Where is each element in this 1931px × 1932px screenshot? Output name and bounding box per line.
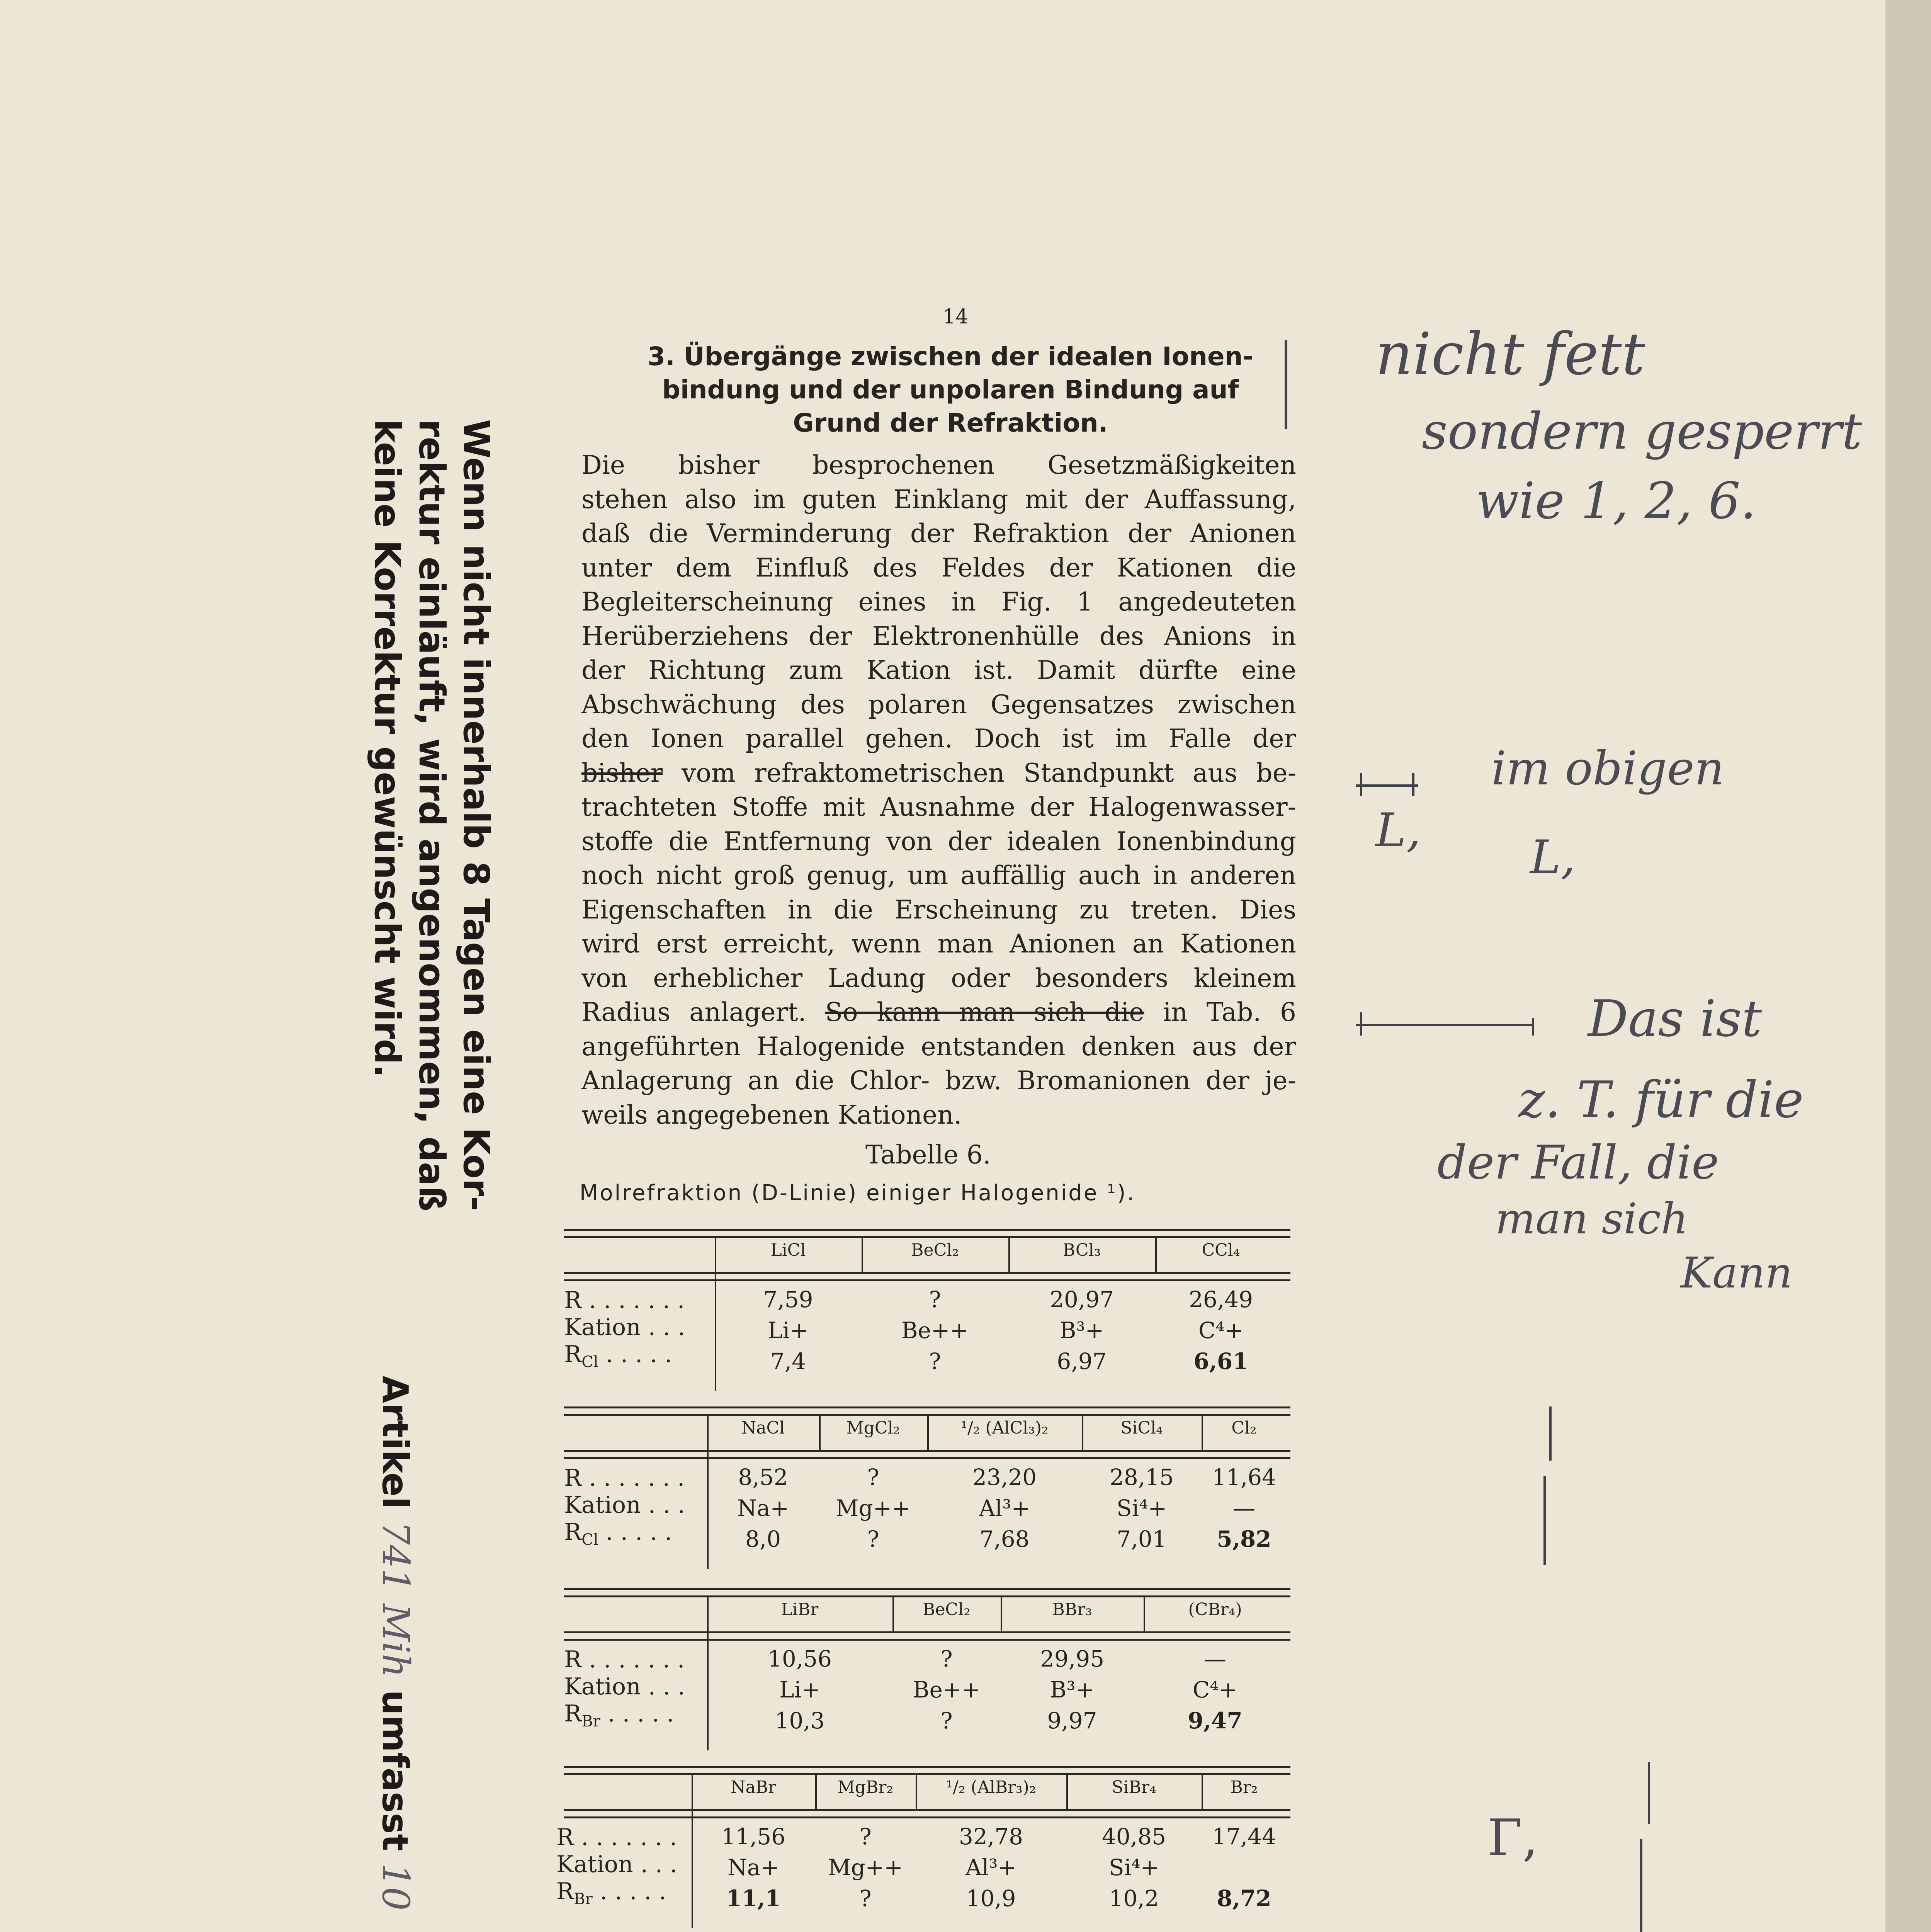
table-cell: 9,97: [1047, 1708, 1097, 1734]
row-label: Kation . . .: [564, 1314, 685, 1341]
table-cell: —: [1204, 1646, 1226, 1672]
table-cell: B³+: [1059, 1317, 1104, 1344]
note-kann: Kann: [1681, 1248, 1793, 1298]
row-label: Kation . . .: [564, 1673, 685, 1700]
text-line: Anlagerung an die Chlor- bzw. Bromanionen der je-: [581, 1066, 1296, 1095]
note-sondern-gesperrt: sondern gesperrt: [1422, 402, 1862, 461]
table-rule: [564, 1766, 1290, 1775]
page-number: 14: [943, 305, 969, 328]
table-rule: [564, 1229, 1290, 1238]
stamp-umfasst-number: 10: [374, 1863, 417, 1911]
table-block: [556, 1766, 1290, 1932]
column-header: NaBr: [730, 1777, 777, 1797]
insert-mark: [1356, 784, 1418, 787]
insert-mark: [1360, 773, 1362, 796]
column-header: LiCl: [770, 1240, 806, 1260]
text-line: Radius anlagert. So kann man sich die in Tab. 6: [581, 997, 1296, 1027]
table-cell: 28,15: [1109, 1464, 1174, 1490]
column-header: SiBr₄: [1112, 1777, 1156, 1797]
proof-stamp: [365, 419, 498, 1211]
column-header: MgCl₂: [846, 1418, 900, 1438]
table-cell: 20,97: [1049, 1286, 1114, 1313]
table-cell: ?: [859, 1885, 872, 1912]
note-man-sich: man sich: [1495, 1194, 1688, 1243]
table-cell: 8,72: [1217, 1885, 1271, 1912]
table-cell: ?: [867, 1464, 879, 1490]
note-zt-fuer-die: z. T. für die: [1518, 1070, 1804, 1129]
stamp-line: rektur einläuft, wird angenommen, daß: [411, 419, 452, 1212]
struck-text: bisher: [581, 758, 663, 788]
insert-line: [1356, 1024, 1534, 1026]
text-line: Die bisher besprochenen Gesetzmäßigkeiten: [581, 450, 1296, 480]
text-line: von erheblicher Ladung oder besonders kleinem: [581, 963, 1296, 993]
text-line: Herüberziehens der Elektronenhülle des Anions in: [581, 621, 1296, 651]
row-label-symbol: R: [564, 1700, 582, 1727]
row-label-symbol: R: [556, 1878, 574, 1905]
table-cell: ?: [929, 1348, 941, 1374]
row-label: R . . . . . . .: [564, 1646, 685, 1673]
column-header: BeCl₂: [923, 1600, 971, 1619]
row-label-subscript: Cl: [581, 1353, 598, 1371]
column-header: NaCl: [741, 1418, 785, 1438]
stamp-artikel-label: Artikel: [374, 1376, 416, 1509]
table-cell: Si⁴+: [1108, 1854, 1159, 1881]
row-label-dots: . . . . .: [600, 1878, 666, 1905]
table-cell: Li+: [768, 1317, 809, 1344]
text-line: unter dem Einfluß des Feldes der Kationen die: [581, 553, 1296, 583]
row-label: R . . . . . . .: [556, 1824, 677, 1851]
column-header: (CBr₄): [1188, 1600, 1242, 1619]
table-cell: 11,1: [726, 1885, 781, 1912]
table-cell: 26,49: [1188, 1286, 1253, 1313]
row-label: [564, 1341, 672, 1371]
column-header: MgBr₂: [837, 1777, 894, 1797]
column-header: ¹/₂ (AlCl₃)₂: [960, 1418, 1049, 1438]
table-cell: Mg++: [828, 1854, 903, 1881]
table-cell: 6,61: [1193, 1348, 1248, 1374]
row-label-symbol: R: [564, 1341, 582, 1368]
table-block: [564, 1588, 1290, 1754]
column-header: CCl₄: [1202, 1240, 1240, 1260]
note-im-obigen: im obigen: [1491, 742, 1724, 796]
stamp-artikel-number: 741 Mih: [374, 1521, 417, 1678]
table-cell: —: [1233, 1495, 1255, 1521]
table-cell: 7,4: [770, 1348, 806, 1374]
table-cell: 32,78: [959, 1823, 1023, 1850]
table-rule: [564, 1631, 1290, 1641]
table-cell: B³+: [1050, 1677, 1095, 1703]
text-line: Eigenschaften in die Erscheinung zu treten. Dies: [581, 895, 1296, 925]
margin-bar: [1543, 1476, 1546, 1565]
table-cell: 7,01: [1117, 1526, 1167, 1552]
text-line: bisher vom refraktometrischen Standpunkt aus be-: [581, 758, 1296, 788]
table-cell: 11,56: [721, 1823, 786, 1850]
table-cell: 7,59: [763, 1286, 813, 1313]
text-line: stehen also im guten Einklang mit der Auffassung,: [581, 484, 1296, 514]
margin-bar: [1285, 340, 1287, 429]
text-line: noch nicht groß genug, um auffällig auch in anderen: [581, 861, 1296, 890]
table-cell: 29,95: [1040, 1646, 1105, 1672]
table-cell: 40,85: [1101, 1823, 1166, 1850]
table-block: [564, 1406, 1290, 1573]
note-nicht-fett: nicht fett: [1375, 321, 1645, 388]
table-caption: Molrefraktion (D-Linie) einiger Halogenide ¹).: [580, 1180, 1136, 1206]
margin-bar: [1640, 1839, 1642, 1932]
margin-bar: [1648, 1762, 1650, 1824]
text-line: trachteten Stoffe mit Ausnahme der Halogenwasser-: [581, 792, 1296, 822]
table-cell: 10,2: [1109, 1885, 1159, 1912]
heading-line: Grund der Refraktion.: [793, 408, 1108, 438]
table-cell: Si⁴+: [1116, 1495, 1167, 1521]
table-cell: Al³+: [979, 1495, 1030, 1521]
column-header: BeCl₂: [911, 1240, 959, 1260]
table-cell: ?: [867, 1526, 879, 1552]
table-rule: [564, 1809, 1290, 1818]
text-line: daß die Verminderung der Refraktion der Anionen: [581, 519, 1296, 548]
text-line: wird erst erreicht, wenn man Anionen an Kationen: [581, 929, 1296, 959]
column-header: Br₂: [1230, 1777, 1258, 1797]
row-label-dots: . . . . .: [605, 1519, 672, 1546]
table-cell: Na+: [737, 1495, 789, 1521]
text-line: Begleiterscheinung eines in Fig. 1 angedeuteten: [581, 587, 1296, 617]
table-cell: 7,68: [979, 1526, 1030, 1552]
table-cell: 10,9: [966, 1885, 1016, 1912]
row-label-dots: . . . . .: [607, 1700, 674, 1727]
page-edge: [1885, 0, 1931, 1932]
table-cell: Al³+: [965, 1854, 1017, 1881]
row-label-dots: . . . . .: [605, 1341, 672, 1368]
table-cell: 17,44: [1212, 1823, 1277, 1850]
note-das-ist: Das ist: [1588, 989, 1762, 1048]
mark-l-1: L,: [1375, 804, 1421, 857]
table-cell: 9,47: [1188, 1708, 1243, 1734]
table-cell: 23,20: [972, 1464, 1037, 1490]
table-cell: Be++: [901, 1317, 969, 1344]
text-line: Abschwächung des polaren Gegensatzes zwischen: [581, 689, 1296, 719]
text-line: stoffe die Entfernung von der idealen Ionenbindung: [581, 826, 1296, 856]
table-cell: 10,56: [767, 1646, 832, 1672]
table-rule: [564, 1588, 1290, 1597]
table-cell: Be++: [913, 1677, 981, 1703]
row-label-subscript: Cl: [581, 1531, 598, 1549]
table-cell: C⁴+: [1192, 1677, 1238, 1703]
margin-bar: [1549, 1406, 1552, 1461]
table-cell: 8,52: [738, 1464, 788, 1490]
table-title: Tabelle 6.: [865, 1140, 991, 1170]
struck-text: So kann man sich die: [825, 997, 1144, 1027]
row-label: Kation . . .: [556, 1851, 678, 1878]
note-der-fall: der Fall, die: [1437, 1136, 1719, 1190]
insert-mark: [1532, 1018, 1534, 1036]
row-label: Kation . . .: [564, 1492, 685, 1519]
table-cell: ?: [929, 1286, 941, 1313]
table-cell: 10,3: [775, 1708, 825, 1734]
stamp-line: keine Korrektur gewünscht wird.: [367, 419, 408, 1078]
table-cell: 11,64: [1212, 1464, 1277, 1490]
text-line: der Richtung zum Kation ist. Damit dürfte eine: [581, 655, 1296, 685]
table-cell: Mg++: [836, 1495, 911, 1521]
mark-gamma: Γ,: [1487, 1808, 1538, 1867]
row-label: R . . . . . . .: [564, 1464, 685, 1492]
table-cell: Li+: [779, 1677, 820, 1703]
stamp-artikel: [374, 1376, 417, 1911]
table-cell: ?: [940, 1646, 953, 1672]
text-line: angeführten Halogenide entstanden denken aus der: [581, 1031, 1296, 1061]
row-label: R . . . . . . .: [564, 1287, 685, 1314]
row-label: [564, 1519, 672, 1549]
table-cell: ?: [859, 1823, 872, 1850]
note-wie-126: wie 1, 2, 6.: [1476, 471, 1756, 530]
insert-mark: [1360, 1012, 1362, 1036]
row-label: [564, 1700, 674, 1730]
column-header: SiCl₄: [1120, 1418, 1163, 1438]
column-header: BCl₃: [1062, 1240, 1101, 1260]
row-label-subscript: Br: [581, 1713, 600, 1730]
body-paragraph: [581, 448, 1296, 1132]
column-header: LiBr: [781, 1600, 819, 1619]
heading-line: bindung und der unpolaren Bindung auf: [662, 375, 1239, 405]
heading-line: 3. Übergänge zwischen der idealen Ionen-: [647, 342, 1254, 371]
text-line: den Ionen parallel gehen. Doch ist im Falle der: [581, 724, 1296, 753]
table-cell: 5,82: [1217, 1526, 1271, 1552]
stamp-umfasst-label: umfasst: [374, 1690, 416, 1851]
stamp-line: Wenn nicht innerhalb 8 Tagen eine Kor-: [456, 419, 497, 1211]
table-rule: [564, 1450, 1290, 1459]
row-label: [556, 1878, 666, 1908]
insert-mark: [1412, 773, 1414, 796]
section-heading: [603, 340, 1298, 440]
table-rule: [564, 1272, 1290, 1281]
table-cell: 6,97: [1057, 1348, 1107, 1374]
table-cell: ?: [940, 1708, 953, 1734]
column-header: Cl₂: [1231, 1418, 1257, 1438]
column-header: BBr₃: [1052, 1600, 1092, 1619]
text-line: weils angegebenen Kationen.: [581, 1100, 962, 1130]
table-cell: 8,0: [745, 1526, 781, 1552]
mark-l-2: L,: [1530, 831, 1576, 884]
row-label-symbol: R: [564, 1519, 582, 1546]
table-cell: C⁴+: [1198, 1317, 1244, 1344]
table-cell: Na+: [728, 1854, 779, 1881]
table-block: [564, 1229, 1290, 1395]
row-label-subscript: Br: [574, 1890, 593, 1908]
column-header: ¹/₂ (AlBr₃)₂: [946, 1777, 1036, 1797]
